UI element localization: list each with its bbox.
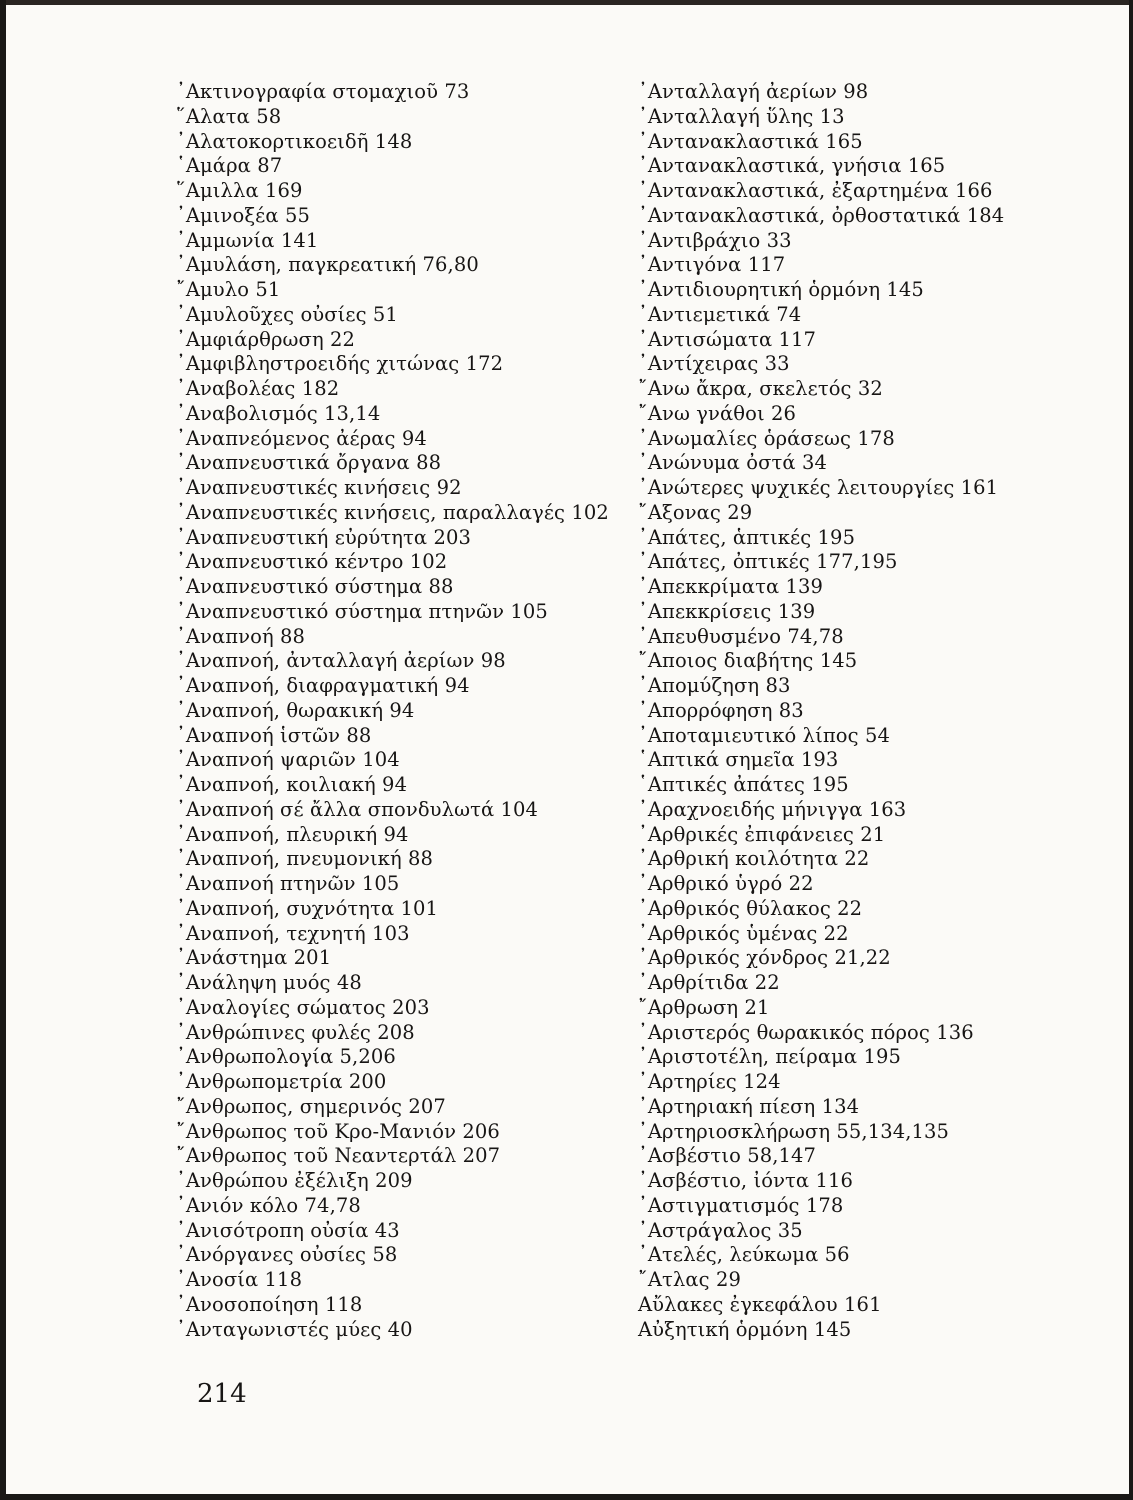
index-entry: ᾿Αναπνοή, κοιλιακή 94 <box>176 773 408 796</box>
index-entry: ῎Αποιος διαβήτης 145 <box>638 649 858 673</box>
index-entry: ᾿Αμινοξέα 55 <box>176 203 310 227</box>
index-entry: ᾿Αντιεμετικά 74 <box>638 302 802 326</box>
index-entry: ᾿Αρθρικό ὑγρό 22 <box>638 872 814 895</box>
index-entry: ᾿Αστιγματισμός 178 <box>638 1193 844 1217</box>
index-entry: ᾿Ανισότροπη οὐσία 43 <box>176 1218 400 1242</box>
index-entry: Αὐξητική ὁρμόνη 145 <box>638 1317 852 1341</box>
page-number: 214 <box>197 1379 247 1409</box>
index-entry: ᾿Αναπνευστικές κινήσεις 92 <box>176 476 462 499</box>
index-entry: ᾿Αποταμιευτικό λίπος 54 <box>638 723 890 747</box>
index-entry: ᾿Αλατοκορτικοειδῆ 148 <box>176 129 413 153</box>
index-entry: ᾿Αρτηρίες 124 <box>638 1070 781 1093</box>
index-entry: ᾿Ανάστημα 201 <box>176 946 332 970</box>
index-entry: ᾿Ανιόν κόλο 74,78 <box>176 1193 361 1217</box>
index-entry: ᾿Αναπνοή ψαριῶν 104 <box>176 748 400 772</box>
index-entry: ᾿Αμφιάρθρωση 22 <box>176 327 356 351</box>
index-entry: ᾿Αναπνευστικό κέντρο 102 <box>176 550 448 574</box>
index-entry: ᾿Αντανακλαστικά, ἐξαρτημένα 166 <box>638 179 993 202</box>
index-entry: Αὔλακες ἐγκεφάλου 161 <box>638 1292 882 1316</box>
index-entry: ᾿Ανοσοποίηση 118 <box>176 1292 363 1316</box>
index-entry: ᾿Αναπνοή, τεχνητή 103 <box>176 921 410 945</box>
index-entry: ᾿Αναβολισμός 13,14 <box>176 401 381 425</box>
index-entry: ᾿Αναπνοή, διαφραγματική 94 <box>176 674 470 697</box>
index-entry: ᾿Απευθυσμένο 74,78 <box>638 624 844 648</box>
index-entry: ῞Αλατα 58 <box>176 104 282 128</box>
index-entry: ᾿Αναβολέας 182 <box>176 377 340 400</box>
index-entry: ᾿Αντανακλαστικά, ὀρθοστατικά 184 <box>638 203 1005 227</box>
index-entry: ᾿Αντανακλαστικά 165 <box>638 129 863 153</box>
index-entry: ᾿Αντίχειρας 33 <box>638 352 790 376</box>
index-entry: ᾿Αρθρικός ὑμένας 22 <box>638 921 849 945</box>
index-entry: ᾿Ανώνυμα ὀστά 34 <box>638 451 827 475</box>
index-entry: ῾Απτικές ἀπάτες 195 <box>638 773 849 796</box>
index-entry: ᾿Ανόργανες οὐσίες 58 <box>176 1243 398 1267</box>
index-entry: ᾿Αντιγόνα 117 <box>638 253 786 277</box>
index-entry: ᾿Αρθρικές ἐπιφάνειες 21 <box>638 822 886 846</box>
index-entry: ῎Αρθρωση 21 <box>638 995 770 1019</box>
index-entry: ῎Αξονας 29 <box>638 500 753 524</box>
index-entry: ᾿Αναπνευστικό σύστημα πτηνῶν 105 <box>176 599 548 623</box>
index-entry: ᾿Αρτηριακή πίεση 134 <box>638 1094 860 1118</box>
index-entry: ᾿Αναπνοή, ἀνταλλαγή ἀερίων 98 <box>176 649 506 673</box>
index-entry: ᾿Ανταλλαγή ἀερίων 98 <box>638 80 869 103</box>
index-entry: ᾿Αριστοτέλη, πείραμα 195 <box>638 1045 901 1069</box>
index-entry: ᾿Ανταγωνιστές μύες 40 <box>176 1317 413 1341</box>
index-entry: ᾿Αντιβράχιο 33 <box>638 228 792 252</box>
index-entry: ᾿Απομύζηση 83 <box>638 674 791 697</box>
index-entry: ῎Ατλας 29 <box>638 1268 741 1291</box>
index-entry: ᾿Αρτηριοσκλήρωση 55,134,135 <box>638 1119 950 1143</box>
index-entry: ᾿Απάτες, ἁπτικές 195 <box>638 525 856 549</box>
index-entry: ᾿Ανάληψη μυός 48 <box>176 971 362 994</box>
index-entry: ᾿Απεκκρίματα 139 <box>638 575 824 598</box>
index-entry: ᾿Αναπνοή πτηνῶν 105 <box>176 872 400 895</box>
index-entry: ᾿Αναπνευστική εὐρύτητα 203 <box>176 525 472 549</box>
index-entry: ᾿Ανταλλαγή ὕλης 13 <box>638 104 845 128</box>
index-entry: ᾿Αναπνοή, πλευρική 94 <box>176 822 409 846</box>
index-entry: ῎Ανθρωπος τοῦ Κρο-Μανιόν 206 <box>176 1119 500 1143</box>
index-entry: ᾿Αναπνοή 88 <box>176 624 306 648</box>
index-entry: ῎Ανθρωπος τοῦ Νεαντερτάλ 207 <box>176 1144 501 1168</box>
index-entry: ᾿Ανθρωπολογία 5,206 <box>176 1045 396 1069</box>
index-entry: ᾿Αναπνευστικό σύστημα 88 <box>176 575 454 598</box>
index-entry: ᾿Απορρόφηση 83 <box>638 698 804 722</box>
index-entry: ᾿Ανωμαλίες ὁράσεως 178 <box>638 426 895 450</box>
index-entry: ᾿Ανώτερες ψυχικές λειτουργίες 161 <box>638 476 999 499</box>
index-entry: ᾿Αναπνεόμενος ἀέρας 94 <box>176 426 427 450</box>
index-entry: ᾿Αμυλοῦχες οὐσίες 51 <box>176 302 398 326</box>
index-entry: ῎Ανθρωπος, σημερινός 207 <box>176 1094 446 1118</box>
index-entry: ᾿Ατελές, λεύκωμα 56 <box>638 1243 850 1267</box>
index-entry: ᾿Ανθρωπομετρία 200 <box>176 1070 387 1093</box>
index-entry: ᾿Ασβέστιο, ἰόντα 116 <box>638 1169 854 1192</box>
index-entry: ᾿Ανοσία 118 <box>176 1268 303 1291</box>
index-entry: ᾿Αναπνευστικές κινήσεις, παραλλαγές 102 <box>176 500 609 524</box>
index-entry: ᾿Απάτες, ὀπτικές 177,195 <box>638 550 898 574</box>
index-entry: ῾Απτικά σημεῖα 193 <box>638 748 839 772</box>
index-entry: ῎Ανω γνάθοι 26 <box>638 401 796 425</box>
index-entry: ῾Αμάρα 87 <box>176 154 283 178</box>
index-entry: ᾿Απεκκρίσεις 139 <box>638 599 816 623</box>
index-entry: ᾿Αντιδιουρητική ὁρμόνη 145 <box>638 278 924 301</box>
index-column-right <box>638 80 1108 1342</box>
index-entry: ᾿Αντισώματα 117 <box>638 327 817 351</box>
index-entry: ᾿Ασβέστιο 58,147 <box>638 1144 817 1168</box>
index-entry: ᾿Ανθρώπινες φυλές 208 <box>176 1020 415 1044</box>
index-entry: ᾿Αμυλάση, παγκρεατική 76,80 <box>176 253 479 277</box>
index-entry: ῞Αμιλλα 169 <box>176 179 303 202</box>
index-entry: ᾿Αριστερός θωρακικός πόρος 136 <box>638 1020 974 1044</box>
index-entry: ᾿Αμφιβληστροειδής χιτώνας 172 <box>176 352 504 376</box>
index-entry: ᾿Αναπνοή, πνευμονική 88 <box>176 847 434 871</box>
index-entry: ῎Ανω ἄκρα, σκελετός 32 <box>638 377 883 400</box>
index-column-left <box>176 80 616 1342</box>
index-entry: ᾿Αρθρίτιδα 22 <box>638 971 780 994</box>
index-entry: ᾿Αστράγαλος 35 <box>638 1218 803 1242</box>
index-entry: ᾿Αναπνευστικά ὄργανα 88 <box>176 451 442 475</box>
index-entry: ᾿Ανθρώπου ἐξέλιξη 209 <box>176 1169 413 1192</box>
index-entry: ᾿Ακτινογραφία στομαχιοῦ 73 <box>176 80 470 103</box>
index-entry: ᾿Αντανακλαστικά, γνήσια 165 <box>638 154 946 178</box>
index-entry: ᾿Αμμωνία 141 <box>176 228 319 252</box>
index-entry: ᾿Αναπνοή σέ ἄλλα σπονδυλωτά 104 <box>176 797 539 821</box>
index-entry: ᾿Αναπνοή ἱστῶν 88 <box>176 723 372 747</box>
index-entry: ῎Αμυλο 51 <box>176 278 281 301</box>
index-entry: ᾿Αναπνοή, συχνότητα 101 <box>176 896 439 920</box>
index-entry: ᾿Αραχνοειδής μήνιγγα 163 <box>638 797 907 821</box>
index-entry: ᾿Αρθρικός θύλακος 22 <box>638 896 863 920</box>
index-entry: ᾿Αναλογίες σώματος 203 <box>176 995 430 1019</box>
index-entry: ᾿Αναπνοή, θωρακική 94 <box>176 698 415 722</box>
index-entry: ᾿Αρθρικός χόνδρος 21,22 <box>638 946 891 970</box>
index-entry: ᾿Αρθρική κοιλότητα 22 <box>638 847 870 871</box>
